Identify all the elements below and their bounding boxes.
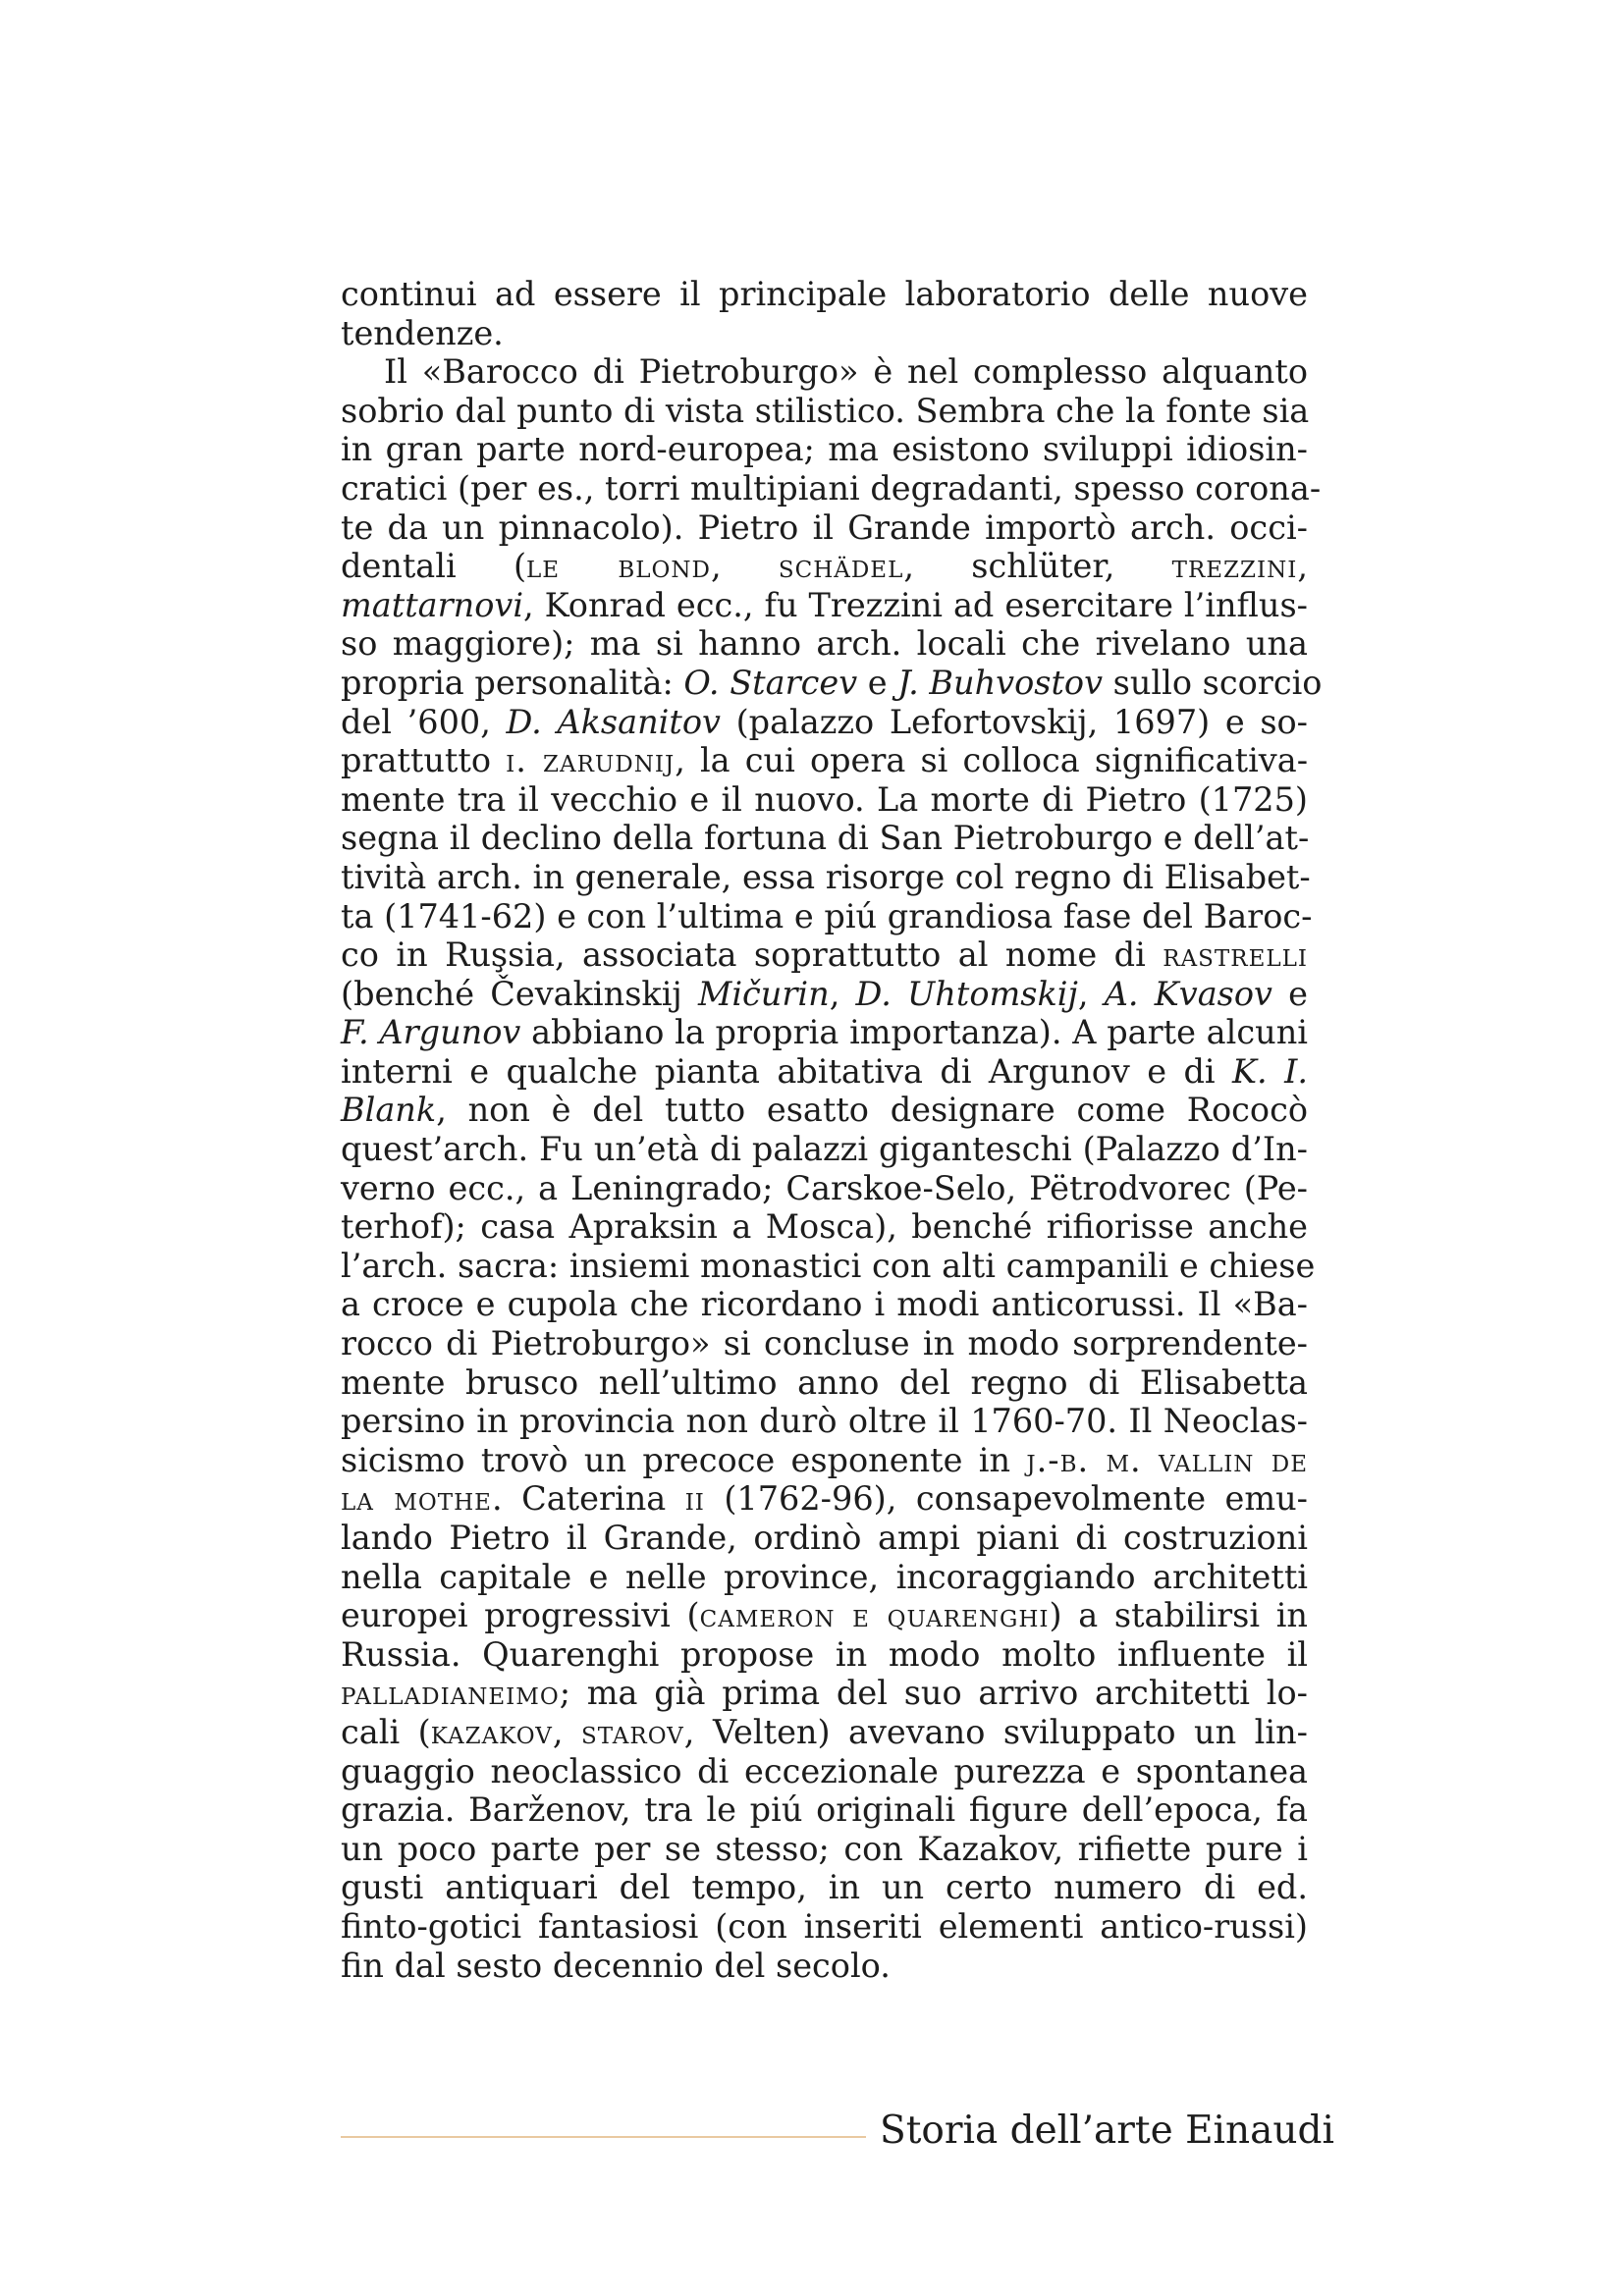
- name-italic: Mičurin: [698, 974, 830, 1013]
- text-line: [341, 392, 1308, 431]
- text-line: [341, 741, 1308, 780]
- text-run: mente tra il vecchio e il nuovo. La morte di Pietro (1725): [341, 779, 1308, 819]
- text-run: nella capitale e nelle province, incoraggiando architetti: [341, 1557, 1308, 1596]
- text-line: [341, 703, 1308, 742]
- text-line: [341, 352, 1308, 392]
- name-small-caps: cameron e quarenghi: [699, 1596, 1050, 1635]
- text-run: , Konrad ecc., fu Trezzini ad esercitare l’influs-: [523, 585, 1308, 624]
- name-small-caps: rastrelli: [1163, 935, 1308, 975]
- name-small-caps: kazakov: [430, 1712, 553, 1751]
- text-run: l’arch. sacra: insiemi monastici con alti campanili e chiese: [341, 1246, 1316, 1285]
- name-italic: F. Argunov: [341, 1013, 521, 1052]
- text-line: [341, 1830, 1308, 1869]
- name-italic: mattarnovi: [341, 585, 524, 624]
- text-line: [341, 1169, 1308, 1208]
- text-line: [341, 1868, 1308, 1907]
- name-italic: Blank: [341, 1091, 437, 1130]
- text-run: del ’600,: [341, 702, 507, 741]
- text-run: fin dal sesto decennio del secolo.: [341, 1946, 891, 1985]
- text-run: mente brusco nell’ultimo anno del regno di Elisabetta: [341, 1362, 1308, 1402]
- text-run: Il «Barocco di Pietroburgo» è nel complesso alquanto: [384, 352, 1308, 392]
- text-line: [341, 1519, 1308, 1558]
- text-run: interni e qualche pianta abitativa di Argunov e di: [341, 1051, 1233, 1091]
- text-run: europei progressivi (: [341, 1596, 700, 1635]
- name-small-caps: j.-b. m. vallin de: [1026, 1440, 1308, 1479]
- text-run: cratici (per es., torri multipiani degradanti, spesso corona-: [341, 468, 1322, 507]
- text-line: [341, 663, 1323, 703]
- text-run: . Caterina: [491, 1479, 685, 1519]
- text-line: [341, 935, 1308, 975]
- text-run: sobrio dal punto di vista stilistico. Sembra che la fonte sia: [341, 391, 1310, 430]
- text-run: abbiano la propria importanza). A parte alcuni: [520, 1013, 1308, 1052]
- text-run: in gran parte nord-europea; ma esistono sviluppi idiosin-: [341, 430, 1308, 469]
- text-run: tività arch. in generale, essa risorge col regno di Elisabet-: [341, 857, 1311, 896]
- text-run: terhof); casa Apraksin a Mosca), benché rifiorisse anche: [341, 1207, 1308, 1247]
- text-run: un poco parte per se stesso; con Kazakov, rifiette pure i: [341, 1829, 1308, 1868]
- text-line: [341, 468, 1322, 508]
- text-run: , non è del tutto esatto designare come Rococò: [436, 1091, 1308, 1130]
- text-line: [341, 1790, 1308, 1830]
- text-line: [341, 1363, 1308, 1403]
- text-line: [341, 1674, 1308, 1713]
- text-run: ,: [552, 1712, 581, 1751]
- text-run: ,: [710, 547, 779, 586]
- name-small-caps: le blond: [526, 547, 711, 586]
- text-run: persino in provincia non durò oltre il 1760-70. Il Neoclas-: [341, 1402, 1308, 1441]
- text-line: [341, 1207, 1308, 1247]
- text-run: (1762-96), consapevolmente emu-: [704, 1479, 1308, 1519]
- text-line: [341, 624, 1308, 664]
- text-line: [341, 1402, 1308, 1441]
- text-line: [341, 1013, 1308, 1052]
- text-run: ) a stabilirsi in: [1049, 1596, 1308, 1635]
- text-run: , schlüter,: [903, 547, 1172, 586]
- name-italic: A. Kvasov: [1104, 974, 1272, 1013]
- text-run: lando Pietro il Grande, ordinò ampi piani di costruzioni: [341, 1519, 1308, 1557]
- text-run: ; ma già prima del suo arrivo architetti lo-: [559, 1674, 1308, 1713]
- name-small-caps: schädel: [778, 547, 904, 586]
- text-line: [341, 1246, 1316, 1286]
- text-run: tendenze.: [341, 313, 504, 352]
- text-run: (palazzo Lefortovskij, 1697) e so-: [720, 702, 1308, 741]
- text-run: ,: [829, 974, 856, 1013]
- name-italic: K. I.: [1232, 1051, 1308, 1091]
- text-line: [341, 1285, 1308, 1324]
- text-run: co in Ruşsia, associata soprattutto al nome di: [341, 935, 1163, 975]
- text-run: guaggio neoclassico di eccezionale purezza e spontanea: [341, 1751, 1308, 1790]
- footer-publication-title: Storia dell’arte Einaudi: [880, 2109, 1334, 2153]
- text-line: [341, 1052, 1308, 1092]
- text-run: propria personalità:: [341, 663, 684, 702]
- text-run: te da un pinnacolo). Pietro il Grande importò arch. occi-: [341, 507, 1308, 547]
- text-run: Russia. Quarenghi propose in modo molto influente il: [341, 1634, 1308, 1674]
- text-run: cali (: [341, 1712, 431, 1751]
- text-run: e: [1271, 974, 1308, 1013]
- name-small-caps: i. zarudnij: [506, 741, 676, 780]
- text-run: so maggiore); ma si hanno arch. locali che rivelano una: [341, 624, 1308, 664]
- name-italic: D. Uhtomskij: [855, 974, 1078, 1013]
- footer-divider: [341, 2136, 866, 2138]
- name-italic: D. Aksanitov: [506, 702, 721, 741]
- text-run: ta (1741-62) e con l’ultima e piú grandiosa fase del Baroc-: [341, 896, 1313, 935]
- text-run: sullo scorcio: [1103, 663, 1323, 702]
- text-line: [341, 896, 1313, 936]
- name-small-caps: trezzini: [1171, 547, 1298, 586]
- text-run: dentali (: [341, 547, 527, 586]
- name-small-caps: la mothe: [341, 1479, 492, 1519]
- body-text: [341, 275, 1323, 1985]
- name-small-caps: starov: [580, 1712, 684, 1751]
- text-line: [341, 780, 1308, 820]
- text-line: [341, 1558, 1308, 1597]
- text-line: [341, 975, 1308, 1014]
- text-line: [341, 819, 1308, 858]
- text-run: ,: [1077, 974, 1105, 1013]
- text-run: , Velten) avevano sviluppato un lin-: [683, 1712, 1308, 1751]
- text-run: ,: [1297, 547, 1308, 586]
- text-line: [341, 508, 1308, 548]
- text-line: [341, 1907, 1308, 1947]
- text-run: segna il declino della fortuna di San Pietroburgo e dell’at-: [341, 819, 1310, 858]
- text-line: [341, 1324, 1308, 1363]
- name-small-caps: palladianeimo: [341, 1674, 560, 1713]
- name-italic: O. Starcev: [683, 663, 858, 702]
- text-run: gusti antiquari del tempo, in un certo numero di ed.: [341, 1868, 1308, 1907]
- text-line: [341, 1091, 1308, 1130]
- text-line: [341, 275, 1308, 314]
- text-run: quest’arch. Fu un’età di palazzi giganteschi (Palazzo d’In-: [341, 1130, 1308, 1169]
- text-run: finto-gotici fantasiosi (con inseriti elementi antico-russi): [341, 1906, 1308, 1946]
- text-run: continui ad essere il principale laboratorio delle nuove: [341, 275, 1308, 313]
- text-line: [341, 586, 1308, 625]
- name-small-caps: ii: [684, 1479, 705, 1519]
- text-line: [341, 1596, 1308, 1635]
- text-line: [341, 1635, 1308, 1675]
- text-run: rocco di Pietroburgo» si concluse in modo sorprendente-: [341, 1324, 1308, 1363]
- text-line: [341, 1947, 1308, 1986]
- text-line: [341, 1752, 1308, 1791]
- text-run: (benché Čevakinskij: [341, 974, 699, 1013]
- text-line: [341, 1479, 1308, 1519]
- text-line: [341, 1441, 1308, 1480]
- text-run: sicismo trovò un precoce esponente in: [341, 1440, 1027, 1479]
- text-line: [341, 430, 1308, 469]
- text-line: [341, 314, 1308, 353]
- text-run: prattutto: [341, 741, 507, 780]
- text-run: e: [857, 663, 898, 702]
- text-line: [341, 547, 1308, 586]
- text-line: [341, 857, 1311, 897]
- text-line: [341, 1713, 1308, 1752]
- text-line: [341, 1130, 1308, 1169]
- name-italic: J. Buhvostov: [897, 663, 1104, 702]
- text-run: grazia. Barženov, tra le piú originali figure dell’epoca, fa: [341, 1790, 1308, 1830]
- text-run: a croce e cupola che ricordano i modi anticorussi. Il «Ba-: [341, 1285, 1308, 1324]
- text-run: verno ecc., a Leningrado; Carskoe-Selo, Pëtrodvorec (Pe-: [341, 1168, 1308, 1207]
- text-run: , la cui opera si colloca significativa-: [675, 741, 1309, 780]
